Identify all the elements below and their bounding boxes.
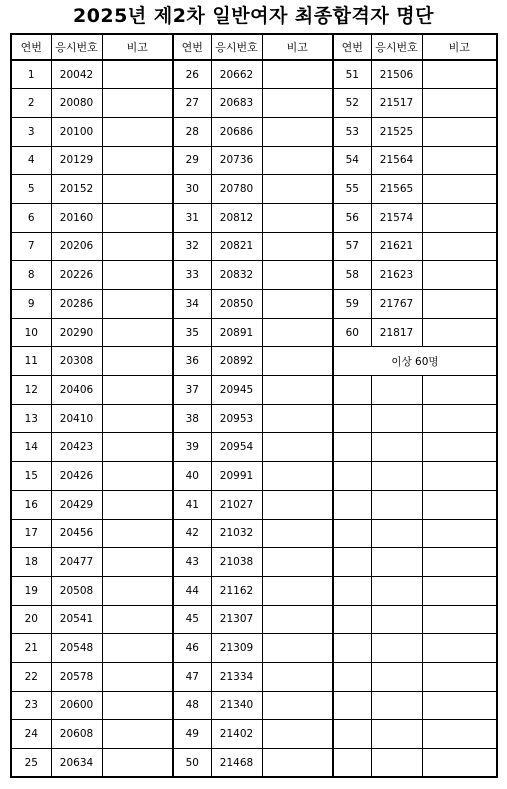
table-row (11, 490, 497, 519)
exam-number-cell: 20991 (211, 462, 262, 491)
serial-cell: 60 (333, 318, 371, 347)
serial-cell (333, 749, 371, 778)
remarks-cell (102, 691, 173, 720)
exam-number-cell: 20832 (211, 261, 262, 290)
remarks-cell (262, 605, 333, 634)
remarks-cell (422, 232, 497, 261)
serial-cell (333, 576, 371, 605)
remarks-cell (102, 519, 173, 548)
remarks-cell (422, 749, 497, 778)
remarks-cell (422, 576, 497, 605)
exam-number-cell: 21517 (371, 89, 422, 118)
table-row (11, 347, 497, 376)
serial-cell: 22 (11, 662, 51, 691)
remarks-cell (102, 462, 173, 491)
table-row (11, 60, 497, 89)
header-remarks: 비고 (262, 34, 333, 60)
exam-number-cell: 20954 (211, 433, 262, 462)
header-remarks: 비고 (422, 34, 497, 60)
remarks-cell (422, 290, 497, 319)
serial-cell: 27 (173, 89, 211, 118)
exam-number-cell: 21032 (211, 519, 262, 548)
exam-number-cell: 21340 (211, 691, 262, 720)
remarks-cell (262, 203, 333, 232)
serial-cell: 24 (11, 720, 51, 749)
table-row (11, 462, 497, 491)
serial-cell: 4 (11, 146, 51, 175)
exam-number-cell (371, 548, 422, 577)
header-remarks: 비고 (102, 34, 173, 60)
exam-number-cell: 21574 (371, 203, 422, 232)
table-row (11, 404, 497, 433)
exam-number-cell (371, 634, 422, 663)
table-row (11, 433, 497, 462)
remarks-cell (102, 261, 173, 290)
remarks-cell (102, 404, 173, 433)
exam-number-cell (371, 490, 422, 519)
exam-number-cell (371, 433, 422, 462)
serial-cell: 21 (11, 634, 51, 663)
serial-cell: 54 (333, 146, 371, 175)
exam-number-cell: 20160 (51, 203, 102, 232)
remarks-cell (102, 89, 173, 118)
serial-cell (333, 662, 371, 691)
exam-number-cell: 20308 (51, 347, 102, 376)
remarks-cell (102, 175, 173, 204)
serial-cell: 37 (173, 376, 211, 405)
serial-cell: 28 (173, 117, 211, 146)
serial-cell: 39 (173, 433, 211, 462)
exam-number-cell: 20042 (51, 60, 102, 89)
remarks-cell (102, 117, 173, 146)
remarks-cell (262, 433, 333, 462)
serial-cell: 43 (173, 548, 211, 577)
serial-cell (333, 720, 371, 749)
serial-cell: 35 (173, 318, 211, 347)
serial-cell: 16 (11, 490, 51, 519)
remarks-cell (422, 605, 497, 634)
exam-number-cell: 20410 (51, 404, 102, 433)
header-serial: 연번 (173, 34, 211, 60)
remarks-cell (262, 175, 333, 204)
exam-number-cell: 20892 (211, 347, 262, 376)
exam-number-cell: 20548 (51, 634, 102, 663)
remarks-cell (262, 691, 333, 720)
remarks-cell (262, 662, 333, 691)
serial-cell: 17 (11, 519, 51, 548)
header-serial: 연번 (11, 34, 51, 60)
exam-number-cell: 21468 (211, 749, 262, 778)
remarks-cell (422, 548, 497, 577)
serial-cell (333, 548, 371, 577)
serial-cell: 8 (11, 261, 51, 290)
table-row (11, 548, 497, 577)
remarks-cell (102, 605, 173, 634)
exam-number-cell: 20634 (51, 749, 102, 778)
remarks-cell (422, 89, 497, 118)
serial-cell: 41 (173, 490, 211, 519)
remarks-cell (262, 519, 333, 548)
remarks-cell (422, 490, 497, 519)
serial-cell: 11 (11, 347, 51, 376)
serial-cell: 19 (11, 576, 51, 605)
remarks-cell (262, 261, 333, 290)
serial-cell (333, 634, 371, 663)
exam-number-cell (371, 749, 422, 778)
exam-number-cell: 20686 (211, 117, 262, 146)
serial-cell: 30 (173, 175, 211, 204)
serial-cell (333, 433, 371, 462)
remarks-cell (422, 261, 497, 290)
remarks-cell (422, 404, 497, 433)
exam-number-cell: 20290 (51, 318, 102, 347)
remarks-cell (262, 318, 333, 347)
exam-number-cell: 20608 (51, 720, 102, 749)
summary-note: 이상 60명 (333, 347, 497, 376)
serial-cell: 20 (11, 605, 51, 634)
header-serial: 연번 (333, 34, 371, 60)
remarks-cell (262, 634, 333, 663)
exam-number-cell: 20456 (51, 519, 102, 548)
exam-number-cell: 20578 (51, 662, 102, 691)
remarks-cell (102, 290, 173, 319)
table-row (11, 175, 497, 204)
remarks-cell (102, 318, 173, 347)
exam-number-cell: 20780 (211, 175, 262, 204)
remarks-cell (422, 720, 497, 749)
exam-number-cell: 20206 (51, 232, 102, 261)
remarks-cell (422, 175, 497, 204)
header-row (11, 34, 497, 60)
exam-number-cell: 20891 (211, 318, 262, 347)
table-row (11, 203, 497, 232)
exam-number-cell: 20423 (51, 433, 102, 462)
table-row (11, 290, 497, 319)
serial-cell: 1 (11, 60, 51, 89)
exam-number-cell: 20429 (51, 490, 102, 519)
exam-number-cell: 20426 (51, 462, 102, 491)
table-row (11, 232, 497, 261)
results-body (11, 60, 497, 777)
serial-cell: 45 (173, 605, 211, 634)
remarks-cell (262, 146, 333, 175)
serial-cell: 44 (173, 576, 211, 605)
serial-cell (333, 462, 371, 491)
serial-cell: 13 (11, 404, 51, 433)
remarks-cell (262, 117, 333, 146)
remarks-cell (262, 749, 333, 778)
serial-cell: 18 (11, 548, 51, 577)
exam-number-cell: 21564 (371, 146, 422, 175)
exam-number-cell: 20945 (211, 376, 262, 405)
page-title: 2025년 제2차 일반여자 최종합격자 명단 (72, 5, 435, 27)
remarks-cell (102, 60, 173, 89)
serial-cell (333, 691, 371, 720)
serial-cell: 46 (173, 634, 211, 663)
remarks-cell (422, 117, 497, 146)
table-row (11, 691, 497, 720)
serial-cell: 12 (11, 376, 51, 405)
exam-number-cell: 20683 (211, 89, 262, 118)
remarks-cell (422, 376, 497, 405)
serial-cell: 31 (173, 203, 211, 232)
serial-cell: 3 (11, 117, 51, 146)
serial-cell: 52 (333, 89, 371, 118)
remarks-cell (102, 576, 173, 605)
serial-cell: 5 (11, 175, 51, 204)
table-row (11, 720, 497, 749)
serial-cell: 57 (333, 232, 371, 261)
serial-cell: 49 (173, 720, 211, 749)
remarks-cell (262, 576, 333, 605)
remarks-cell (262, 232, 333, 261)
exam-number-cell: 20100 (51, 117, 102, 146)
exam-number-cell: 21623 (371, 261, 422, 290)
exam-number-cell: 20129 (51, 146, 102, 175)
remarks-cell (102, 548, 173, 577)
serial-cell: 36 (173, 347, 211, 376)
exam-number-cell (371, 404, 422, 433)
serial-cell: 23 (11, 691, 51, 720)
serial-cell: 34 (173, 290, 211, 319)
remarks-cell (262, 548, 333, 577)
exam-number-cell: 21334 (211, 662, 262, 691)
table-row (11, 749, 497, 778)
exam-number-cell (371, 662, 422, 691)
serial-cell: 42 (173, 519, 211, 548)
table-row (11, 634, 497, 663)
exam-number-cell (371, 576, 422, 605)
exam-number-cell: 20662 (211, 60, 262, 89)
serial-cell (333, 605, 371, 634)
remarks-cell (102, 232, 173, 261)
serial-cell: 55 (333, 175, 371, 204)
remarks-cell (102, 720, 173, 749)
table-row (11, 519, 497, 548)
remarks-cell (422, 146, 497, 175)
table-row (11, 376, 497, 405)
remarks-cell (262, 60, 333, 89)
remarks-cell (262, 376, 333, 405)
remarks-cell (102, 662, 173, 691)
table-row (11, 117, 497, 146)
exam-number-cell (371, 720, 422, 749)
exam-number-cell: 21621 (371, 232, 422, 261)
exam-number-cell (371, 519, 422, 548)
exam-number-cell: 20953 (211, 404, 262, 433)
remarks-cell (102, 146, 173, 175)
remarks-cell (422, 203, 497, 232)
exam-number-cell (371, 691, 422, 720)
serial-cell: 56 (333, 203, 371, 232)
serial-cell (333, 376, 371, 405)
serial-cell: 26 (173, 60, 211, 89)
exam-number-cell (371, 462, 422, 491)
serial-cell: 38 (173, 404, 211, 433)
table-row (11, 662, 497, 691)
serial-cell (333, 490, 371, 519)
remarks-cell (262, 347, 333, 376)
header-exam-number: 응시번호 (51, 34, 102, 60)
exam-number-cell: 20850 (211, 290, 262, 319)
exam-number-cell: 21309 (211, 634, 262, 663)
table-row (11, 318, 497, 347)
serial-cell: 53 (333, 117, 371, 146)
remarks-cell (422, 662, 497, 691)
remarks-cell (102, 203, 173, 232)
exam-number-cell: 20821 (211, 232, 262, 261)
serial-cell: 33 (173, 261, 211, 290)
table-row (11, 146, 497, 175)
remarks-cell (422, 60, 497, 89)
exam-number-cell: 20406 (51, 376, 102, 405)
exam-number-cell (371, 605, 422, 634)
remarks-cell (422, 318, 497, 347)
remarks-cell (102, 433, 173, 462)
remarks-cell (262, 462, 333, 491)
exam-number-cell: 20226 (51, 261, 102, 290)
remarks-cell (262, 290, 333, 319)
serial-cell: 6 (11, 203, 51, 232)
remarks-cell (262, 490, 333, 519)
remarks-cell (422, 691, 497, 720)
table-row (11, 605, 497, 634)
exam-number-cell: 20812 (211, 203, 262, 232)
remarks-cell (102, 634, 173, 663)
exam-number-cell: 20736 (211, 146, 262, 175)
exam-number-cell: 21162 (211, 576, 262, 605)
exam-number-cell: 20477 (51, 548, 102, 577)
header-exam-number: 응시번호 (211, 34, 262, 60)
serial-cell: 40 (173, 462, 211, 491)
exam-number-cell: 21027 (211, 490, 262, 519)
serial-cell: 10 (11, 318, 51, 347)
header-exam-number: 응시번호 (371, 34, 422, 60)
exam-number-cell: 20541 (51, 605, 102, 634)
remarks-cell (422, 433, 497, 462)
exam-number-cell: 21565 (371, 175, 422, 204)
table-row (11, 576, 497, 605)
remarks-cell (422, 462, 497, 491)
serial-cell: 59 (333, 290, 371, 319)
serial-cell: 32 (173, 232, 211, 261)
exam-number-cell: 20600 (51, 691, 102, 720)
remarks-cell (422, 519, 497, 548)
exam-number-cell: 21402 (211, 720, 262, 749)
exam-number-cell: 21525 (371, 117, 422, 146)
serial-cell: 2 (11, 89, 51, 118)
exam-number-cell: 21307 (211, 605, 262, 634)
serial-cell: 50 (173, 749, 211, 778)
exam-number-cell: 21038 (211, 548, 262, 577)
serial-cell (333, 404, 371, 433)
serial-cell: 9 (11, 290, 51, 319)
exam-number-cell: 20152 (51, 175, 102, 204)
remarks-cell (102, 347, 173, 376)
remarks-cell (262, 89, 333, 118)
serial-cell: 29 (173, 146, 211, 175)
remarks-cell (102, 490, 173, 519)
exam-number-cell: 21506 (371, 60, 422, 89)
remarks-cell (422, 634, 497, 663)
exam-number-cell (371, 376, 422, 405)
remarks-cell (262, 720, 333, 749)
table-row (11, 261, 497, 290)
serial-cell: 47 (173, 662, 211, 691)
remarks-cell (102, 376, 173, 405)
exam-number-cell: 20508 (51, 576, 102, 605)
table-row (11, 89, 497, 118)
results-table (10, 33, 498, 778)
serial-cell: 48 (173, 691, 211, 720)
exam-number-cell: 21817 (371, 318, 422, 347)
serial-cell: 14 (11, 433, 51, 462)
serial-cell: 25 (11, 749, 51, 778)
remarks-cell (262, 404, 333, 433)
exam-number-cell: 21767 (371, 290, 422, 319)
exam-number-cell: 20080 (51, 89, 102, 118)
serial-cell: 58 (333, 261, 371, 290)
serial-cell: 15 (11, 462, 51, 491)
serial-cell (333, 519, 371, 548)
remarks-cell (102, 749, 173, 778)
exam-number-cell: 20286 (51, 290, 102, 319)
serial-cell: 51 (333, 60, 371, 89)
serial-cell: 7 (11, 232, 51, 261)
